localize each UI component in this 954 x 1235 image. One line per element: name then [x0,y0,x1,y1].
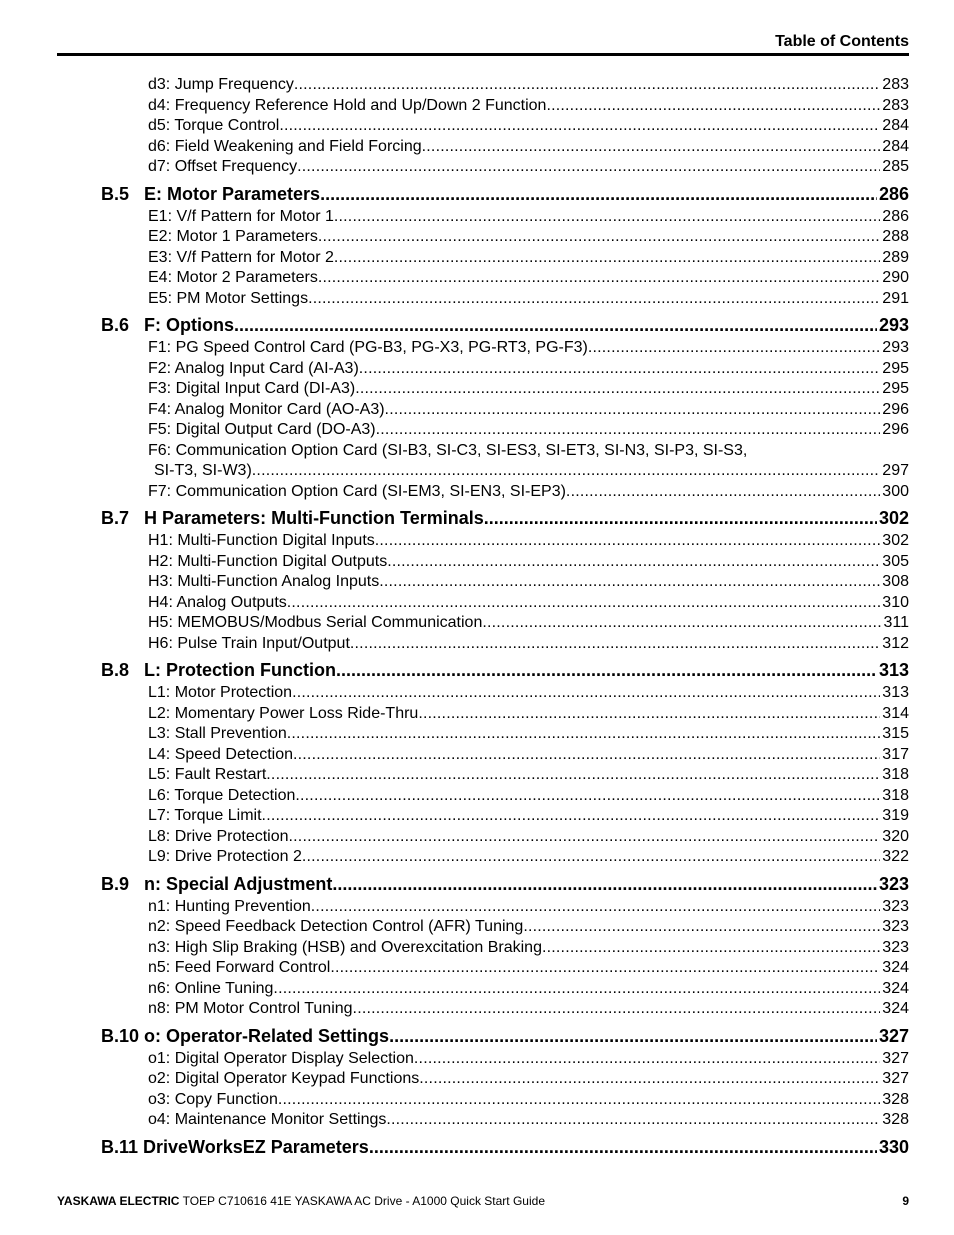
toc-entry-label: H6: Pulse Train Input/Output [148,634,350,652]
toc-section-entry[interactable] [101,659,909,681]
toc-entry-line[interactable] [101,441,909,462]
dot-leader [294,75,880,96]
toc-entry[interactable] [101,157,909,178]
toc-section-entry[interactable] [101,183,909,205]
dot-leader [278,1090,880,1111]
toc-entry-label: E3: V/f Pattern for Motor 2 [148,248,334,266]
toc-page-number: 323 [882,918,909,935]
dot-leader [375,531,881,552]
toc-entry[interactable] [101,1090,909,1111]
toc-entry[interactable] [101,786,909,807]
toc-entry-label: F6: Communication Option Card (SI-B3, SI-C3, SI-ES3, SI-ET3, SI-N3, SI-P3, SI-S3, [148,441,748,459]
toc-page-number: 324 [882,1000,909,1017]
dot-leader [295,786,880,807]
toc-page-number: 323 [882,938,909,956]
toc-section-label: B.11 DriveWorksEZ Parameters [101,1136,369,1157]
toc-page-number: 293 [882,339,909,356]
toc-entry[interactable] [101,683,909,704]
toc-entry[interactable] [101,207,909,228]
toc-entry-label: d4: Frequency Reference Hold and Up/Down 2 Function [148,96,547,114]
toc-entry-label: SI-T3, SI-W3) [154,462,252,479]
toc-page-number: 286 [882,207,909,225]
dot-leader [336,659,877,681]
dot-leader [266,765,880,786]
toc-section-entry[interactable] [101,1025,909,1047]
dot-leader [293,745,880,766]
toc-page-number: 289 [882,248,909,266]
toc-page-number: 315 [882,725,909,742]
toc-entry-label: F5: Digital Output Card (DO-A3) [148,421,376,438]
toc-entry-label: F4: Analog Monitor Card (AO-A3) [148,400,385,418]
toc-entry[interactable] [101,847,909,868]
toc-page-number: 290 [882,269,909,286]
dot-leader [332,873,877,895]
toc-entry[interactable] [101,806,909,827]
dot-leader [292,683,880,704]
toc-section-entry[interactable] [101,507,909,529]
dot-leader [320,183,877,205]
toc-entry-label: o1: Digital Operator Display Selection [148,1049,414,1067]
toc-page-number: 330 [878,1136,909,1157]
dot-leader [386,1110,880,1131]
dot-leader [308,289,880,310]
toc-page-number: 291 [882,289,909,307]
toc-entry-label: E2: Motor 1 Parameters [148,228,318,245]
page-header-title: Table of Contents [775,33,909,50]
dot-leader [542,938,880,959]
toc-entry[interactable] [101,1110,909,1131]
toc-page-number: 310 [882,593,909,611]
dot-leader [523,917,880,938]
toc-entry[interactable] [101,704,909,725]
toc-section-label: B.5 E: Motor Parameters [101,183,321,204]
dot-leader [359,359,881,380]
toc-page-number: 319 [882,807,909,824]
toc-page-number: 327 [878,1025,909,1046]
toc-page-number: 322 [882,848,909,865]
dot-leader [252,461,881,482]
dot-leader [482,613,881,634]
header-rule [57,53,909,56]
toc-entry[interactable] [101,917,909,938]
toc-entry-label: n3: High Slip Braking (HSB) and Overexcitation Braking [148,938,542,956]
toc-entry[interactable] [101,461,909,482]
dot-leader [334,248,880,269]
toc-entry[interactable] [101,420,909,441]
toc-entry-label: L1: Motor Protection [148,684,293,701]
toc-section-label: B.6 F: Options [101,315,234,335]
toc-section-label: B.10 o: Operator-Related Settings [101,1025,390,1046]
toc-entry-label: n1: Hunting Prevention [148,897,311,915]
toc-entry-label: o4: Maintenance Monitor Settings [148,1111,387,1128]
dot-leader [262,806,881,827]
toc-page-number: 288 [882,228,909,245]
toc-entry[interactable] [101,1049,909,1070]
toc-page-number: 320 [882,827,909,845]
toc-entry[interactable] [101,958,909,979]
toc-page-number: 296 [882,421,909,438]
toc-entry[interactable] [101,552,909,573]
toc-entry-label: E1: V/f Pattern for Motor 1 [148,207,334,225]
toc-page-number: 323 [882,897,909,915]
toc-entry[interactable] [101,1069,909,1090]
toc-entry-label: n8: PM Motor Control Tuning [148,1000,353,1017]
toc-entry[interactable] [101,379,909,400]
toc-entry[interactable] [101,227,909,248]
toc-entry[interactable] [101,96,909,117]
toc-entry[interactable] [101,338,909,359]
toc-entry-label: H4: Analog Outputs [148,593,287,611]
toc-entry[interactable] [101,482,909,503]
toc-page-number: 305 [882,552,909,570]
toc-page-number: 323 [878,873,909,894]
toc-entry-label: F1: PG Speed Control Card (PG-B3, PG-X3, PG-RT3, PG-F3) [148,339,588,356]
toc-page-number: 293 [878,315,909,335]
dot-leader [334,207,880,228]
toc-entry-label: F2: Analog Input Card (AI-A3) [148,359,359,377]
toc-entry-label: d3: Jump Frequency [148,76,294,93]
toc-entry-label: L2: Momentary Power Loss Ride-Thru [148,704,419,722]
toc-page-number: 318 [882,786,909,804]
footer-page-number: 9 [902,1194,909,1208]
toc-entry[interactable] [101,268,909,289]
toc-page-number: 284 [882,137,909,155]
toc-entry[interactable] [101,75,909,96]
toc-entry-label: d7: Offset Frequency [148,158,298,175]
toc-entry[interactable] [101,827,909,848]
dot-leader [330,958,880,979]
toc-entry-label: F3: Digital Input Card (DI-A3) [148,380,356,397]
toc-section-entry[interactable] [101,314,909,336]
toc-page-number: 317 [882,745,909,763]
dot-leader [546,96,880,117]
toc-entry-label: L7: Torque Limit [148,807,262,824]
toc-entry-label: d5: Torque Control [148,117,280,134]
toc-entry[interactable] [101,400,909,421]
dot-leader [389,1025,877,1047]
toc-page-number: 284 [882,117,909,134]
toc-entry-label: L8: Drive Protection [148,827,289,845]
toc-section-label: B.9 n: Special Adjustment [101,873,333,894]
dot-leader [385,400,881,421]
toc-page-number: 313 [882,684,909,701]
footer-text: TOEP C710616 41E YASKAWA AC Drive - A1000 Quick Start Guide [179,1194,545,1208]
toc-page-number: 308 [882,573,909,590]
toc-page-number: 300 [882,482,909,500]
toc-entry[interactable] [101,765,909,786]
toc-entry[interactable] [101,572,909,593]
toc-entry-label: n6: Online Tuning [148,979,274,997]
dot-leader [287,593,881,614]
toc-entry[interactable] [101,531,909,552]
toc-section-label: B.7 H Parameters: Multi-Function Terminals [101,508,484,528]
toc-page-number: 324 [882,979,909,997]
toc-section-entry[interactable] [101,873,909,895]
toc-section-entry[interactable] [101,1136,909,1158]
dot-leader [279,116,880,137]
toc-entry-label: L5: Fault Restart [148,766,267,783]
dot-leader [387,552,880,573]
dot-leader [588,338,880,359]
toc-entry-label: H5: MEMOBUS/Modbus Serial Communication [148,614,483,631]
dot-leader [379,572,880,593]
toc-entry-label: o2: Digital Operator Keypad Functions [148,1070,420,1087]
dot-leader [350,634,880,655]
toc-entry[interactable] [101,248,909,269]
toc-page-number: 283 [882,96,909,114]
toc-entry-label: H2: Multi-Function Digital Outputs [148,552,388,570]
toc-page-number: 297 [882,462,909,479]
toc-entry[interactable] [101,634,909,655]
dot-leader [318,268,880,289]
toc-page-number: 328 [882,1090,909,1108]
toc-entry[interactable] [101,745,909,766]
toc-entry[interactable] [101,724,909,745]
toc-page-number: 283 [882,76,909,93]
dot-leader [318,227,880,248]
toc-entry-label: E5: PM Motor Settings [148,289,309,307]
toc-page-number: 324 [882,959,909,976]
toc-entry-label: H3: Multi-Function Analog Inputs [148,573,380,590]
table-of-contents [101,75,909,1160]
dot-leader [353,999,881,1020]
toc-page-number: 312 [882,634,909,652]
toc-page-number: 285 [882,158,909,175]
dot-leader [369,1136,877,1158]
toc-entry-label: L9: Drive Protection 2 [148,848,302,865]
toc-page-number: 328 [882,1111,909,1128]
toc-entry-label: H1: Multi-Function Digital Inputs [148,532,375,549]
toc-page-number: 286 [878,183,909,204]
toc-page-number: 311 [883,614,909,631]
dot-leader [419,1069,880,1090]
page-footer [57,1194,545,1208]
toc-entry[interactable] [101,359,909,380]
toc-entry-label: n2: Speed Feedback Detection Control (AFR) Tuning [148,918,524,935]
toc-page-number: 327 [882,1070,909,1087]
dot-leader [289,827,881,848]
dot-leader [418,704,880,725]
toc-entry-label: L3: Stall Prevention [148,725,287,742]
dot-leader [234,314,877,336]
dot-leader [484,507,877,529]
toc-entry-label: d6: Field Weakening and Field Forcing [148,137,422,155]
toc-entry-label: E4: Motor 2 Parameters [148,269,318,286]
toc-entry[interactable] [101,289,909,310]
toc-page-number: 296 [882,400,909,418]
dot-leader [355,379,880,400]
toc-entry-label: n5: Feed Forward Control [148,959,331,976]
toc-page-number: 318 [882,766,909,783]
toc-entry-label: L6: Torque Detection [148,786,296,804]
toc-entry-label: L4: Speed Detection [148,745,293,763]
dot-leader [311,897,881,918]
footer-brand: YASKAWA ELECTRIC [57,1194,180,1208]
dot-leader [376,420,881,441]
toc-entry[interactable] [101,613,909,634]
toc-entry[interactable] [101,116,909,137]
toc-page-number: 295 [882,380,909,397]
toc-entry[interactable] [101,999,909,1020]
toc-page-number: 327 [882,1049,909,1067]
toc-entry[interactable] [101,938,909,959]
dot-leader [566,482,880,503]
dot-leader [273,979,880,1000]
toc-entry[interactable] [101,137,909,158]
toc-entry[interactable] [101,593,909,614]
dot-leader [302,847,880,868]
dot-leader [297,157,880,178]
toc-section-label: B.8 L: Protection Function [101,660,336,680]
toc-page-number: 302 [878,508,909,528]
toc-page-number: 295 [882,359,909,377]
toc-entry[interactable] [101,979,909,1000]
dot-leader [287,724,881,745]
dot-leader [414,1049,880,1070]
toc-page-number: 314 [882,704,909,722]
toc-page-number: 302 [882,532,909,549]
toc-entry-label: F7: Communication Option Card (SI-EM3, SI-EN3, SI-EP3) [148,482,566,500]
dot-leader [422,137,881,158]
toc-entry[interactable] [101,897,909,918]
toc-page-number: 313 [878,660,909,680]
toc-entry-label: o3: Copy Function [148,1090,278,1108]
